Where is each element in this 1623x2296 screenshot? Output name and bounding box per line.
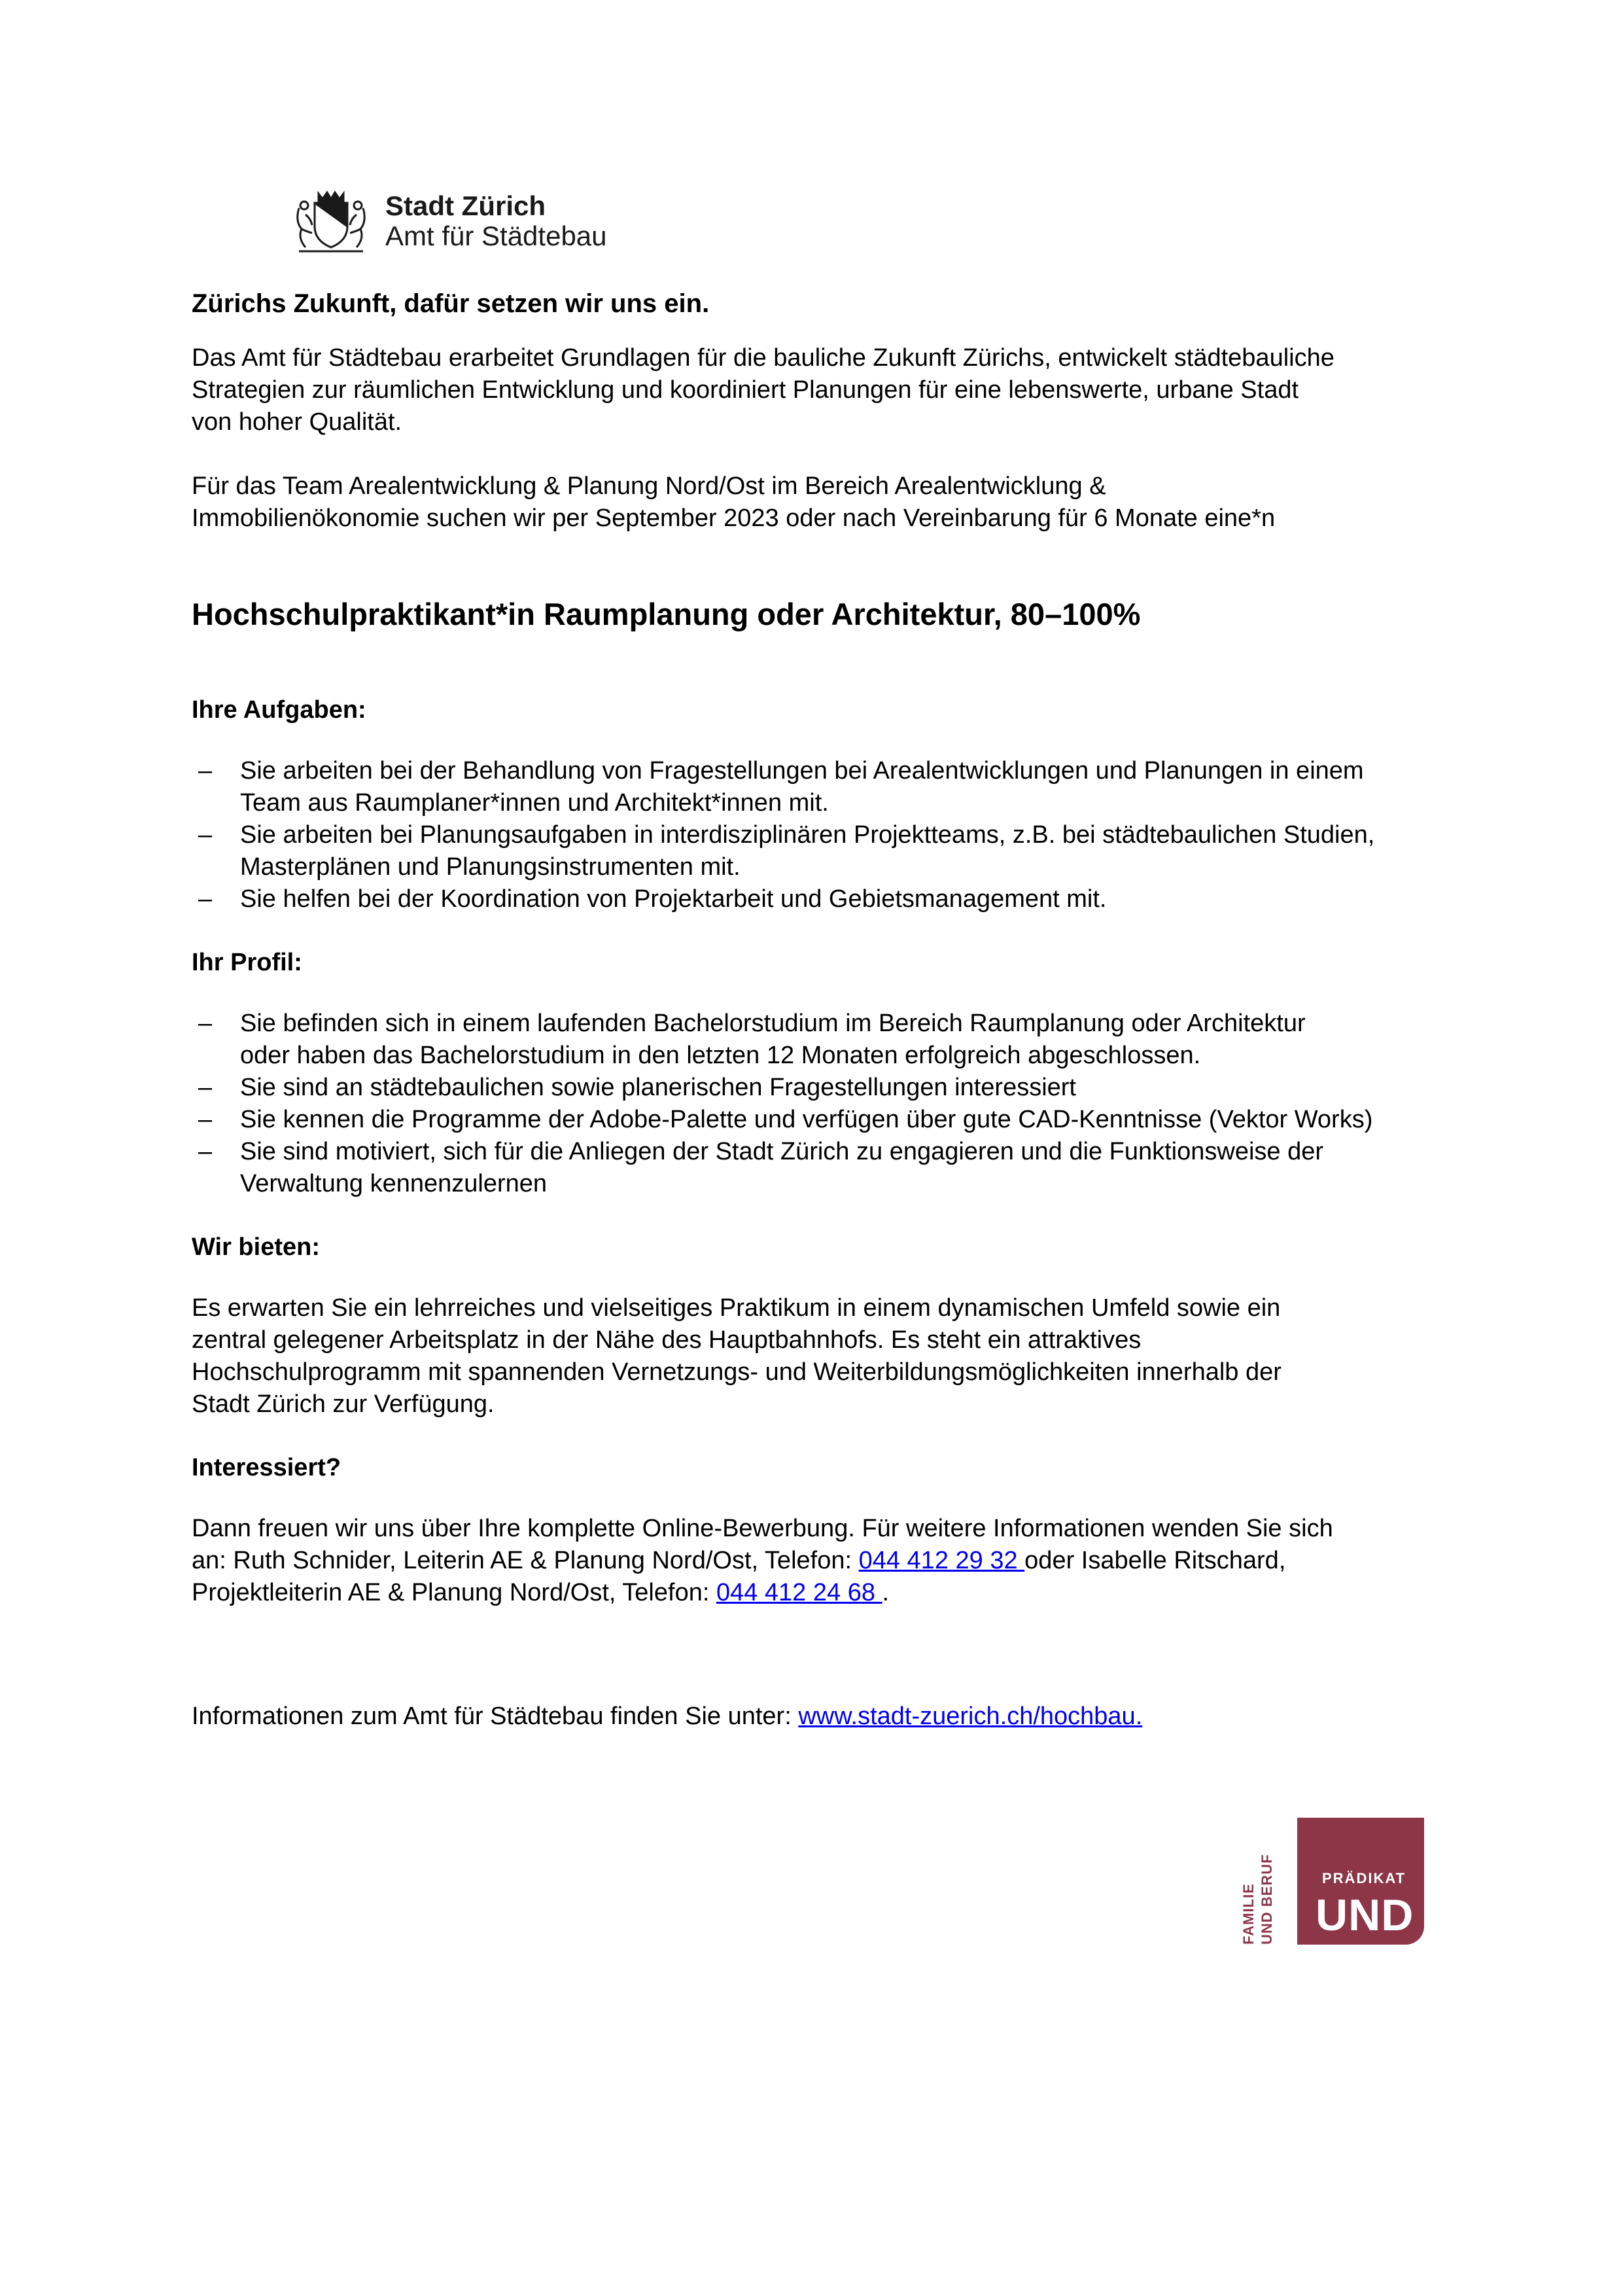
intro-line: von hoher Qualität. [192,408,402,436]
offer-paragraph: Es erwarten Sie ein lehrreiches und vielseitiges Praktikum in einem dynamischen Umfeld sowie ein zentral gelegener Arbeitsplatz in der Nähe des Hauptbahnhofs. Es steht ein attraktives Hochschulprogramm mit spannenden Vernetzungs- und Weiterbildungsmöglichkeiten innerhalb der Stadt Zürich zur Verfügung. [192,1294,1282,1418]
intro-line: Für das Team Arealentwicklung & Planung Nord/Ost im Bereich Arealentwicklung & [192,472,1106,500]
zurich-crest-icon [292,188,370,254]
tasks-list [192,755,1500,915]
phone-link-2[interactable]: 044 412 24 68 [716,1579,882,1606]
list-item: – Sie arbeiten bei Planungsaufgaben in interdisziplinären Projektteams, z.B. bei städtebaulichen Studien, Masterplänen und Planungsinstrumenten mit. [192,819,1500,883]
intro-line: Das Amt für Städtebau erarbeitet Grundlagen für die bauliche Zukunft Zürichs, entwickelt städtebauliche [192,344,1335,372]
offer-heading: Wir bieten: [192,1233,320,1261]
badge-side-text: FAMILIE UND BERUF [1240,1854,1275,1945]
intro-paragraph-1 [192,342,1500,438]
intro-line: Strategien zur räumlichen Entwicklung und koordiniert Planungen für eine lebenswerte, urbane Stadt [192,376,1299,404]
list-item: – Sie kennen die Programme der Adobe-Palette und verfügen über gute CAD-Kenntnisse (Vektor Works) [192,1104,1500,1136]
profile-list [192,1008,1500,1200]
praedikat-und-badge [1240,1818,1424,1945]
contact-heading: Interessiert? [192,1454,341,1481]
lead-heading: Zürichs Zukunft, dafür setzen wir uns ein. [192,289,710,318]
list-item: – Sie arbeiten bei der Behandlung von Fragestellungen bei Arealentwicklungen und Planungen in einem Team aus Raumplaner*innen und Architekt*innen mit. [192,755,1500,819]
job-title: Hochschulpraktikant*in Raumplanung oder Architektur, 80–100% [192,597,1141,631]
list-item: – Sie sind an städtebaulichen sowie planerischen Fragestellungen interessiert [192,1072,1500,1104]
badge-word: UND [1316,1890,1414,1940]
intro-line: Immobilienökonomie suchen wir per September 2023 oder nach Vereinbarung für 6 Monate eine*n [192,504,1276,532]
logo-title: Stadt Zürich [385,190,546,221]
list-item: – Sie sind motiviert, sich für die Anliegen der Stadt Zürich zu engagieren und die Funktionsweise der Verwaltung kennenzulernen [192,1136,1500,1200]
tasks-heading: Ihre Aufgaben: [192,696,366,724]
intro-paragraph-2 [192,470,1500,535]
badge-box [1297,1818,1424,1945]
contact-paragraph: Dann freuen wir uns über Ihre komplette Online-Bewerbung. Für weitere Informationen wenden Sie sich an: Ruth Schnider, Leiterin AE & Planung Nord/Ost, Telefon: 044 412 29 32 oder Isabelle Ritschard, Projektleiterin AE & Planung Nord/Ost, Telefon: 044 412 24 68 . [192,1515,1333,1606]
footer-info: Informationen zum Amt für Städtebau finden Sie unter: www.stadt-zuerich.ch/hochbau. [192,1703,1143,1730]
stadt-zuerich-logo [292,188,607,254]
list-item: – Sie befinden sich in einem laufenden Bachelorstudium im Bereich Raumplanung oder Architektur oder haben das Bachelorstudium in den letzten 12 Monaten erfolgreich abgeschlossen. [192,1008,1500,1072]
logo-subtitle: Amt für Städtebau [385,221,607,251]
document-body [192,288,1500,1733]
list-item: – Sie helfen bei der Koordination von Projektarbeit und Gebietsmanagement mit. [192,883,1500,915]
website-link[interactable]: www.stadt-zuerich.ch/hochbau. [798,1703,1143,1730]
badge-label: PRÄDIKAT [1322,1870,1406,1886]
profile-heading: Ihr Profil: [192,949,302,976]
phone-link-1[interactable]: 044 412 29 32 [858,1547,1025,1574]
